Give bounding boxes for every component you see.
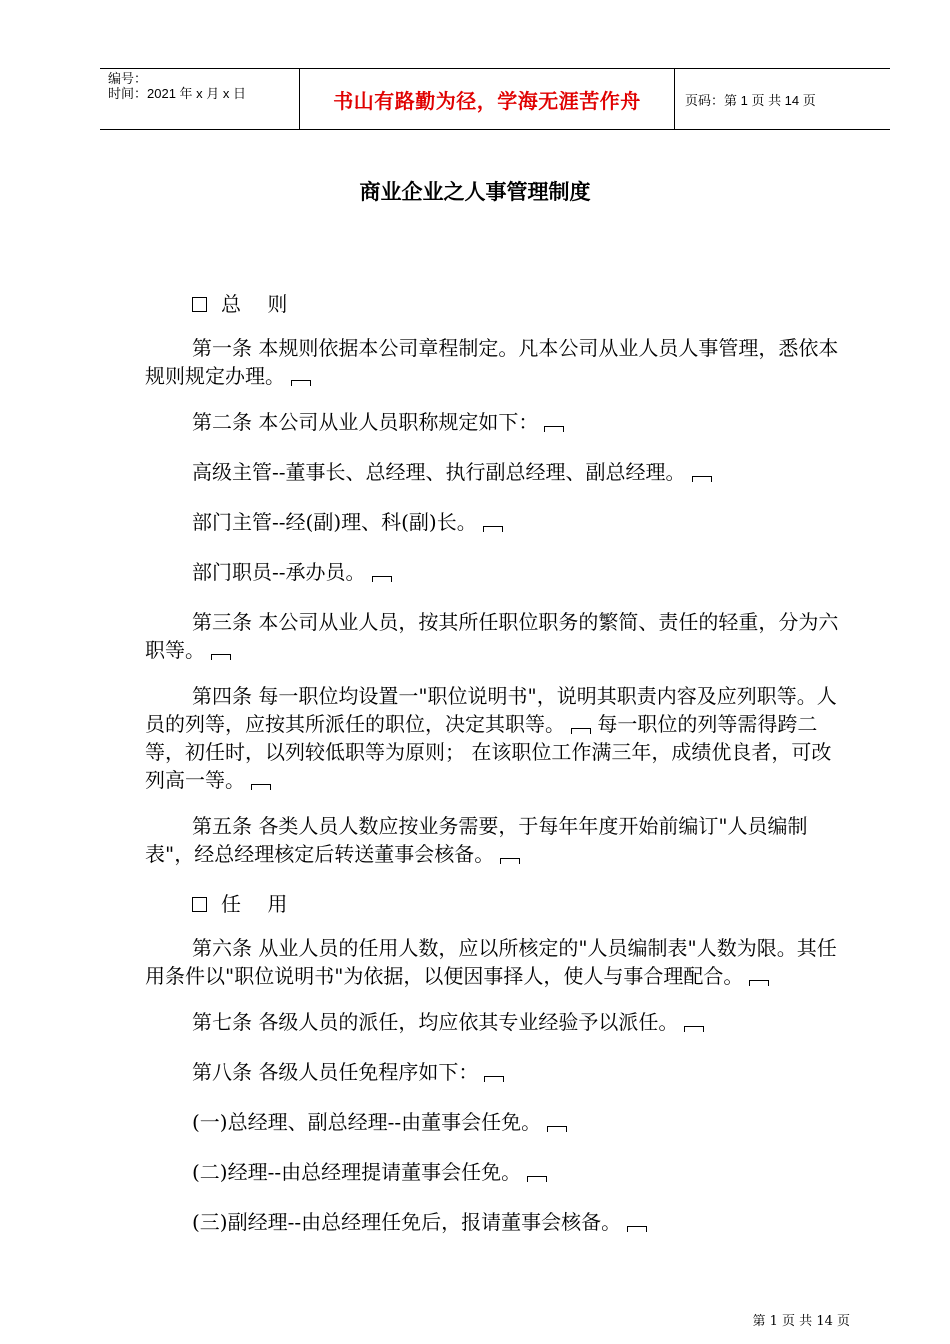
paragraph-text: 部门主管--经(副)理、科(副)长。 — [192, 510, 477, 534]
paragraph-text: 每一职位的列等需得跨二等，初任时，以列较低职等为原则； 在该职位工作满三年，成绩优良者，可改列高一等。 — [145, 712, 832, 792]
paragraph-mark-icon — [484, 1076, 504, 1082]
paragraph — [145, 812, 850, 868]
paragraph-text: 第三条 本公司从业人员，按其所任职位职务的繁简、责任的轻重，分为六职等。 — [145, 610, 839, 662]
paragraph-mark-icon — [527, 1176, 547, 1182]
paragraph-mark-icon — [211, 654, 231, 660]
paragraph-mark-icon — [571, 728, 591, 734]
paragraph-mark-icon — [372, 576, 392, 582]
paragraph-mark-icon — [692, 476, 712, 482]
document-body — [145, 290, 850, 1258]
checkbox-icon — [192, 297, 207, 312]
paragraph-text: 第五条 各类人员人数应按业务需要，于每年年度开始前编订"人员编制表"，经总经理核定后转送董事会核备。 — [145, 814, 808, 866]
paragraph-text: 部门职员--承办员。 — [192, 560, 366, 584]
paragraph-mark-icon — [684, 1026, 704, 1032]
paragraph-text: 高级主管--董事长、总经理、执行副总经理、副总经理。 — [192, 460, 686, 484]
paragraph-mark-icon — [749, 980, 769, 986]
paragraph — [145, 682, 850, 794]
document-date-label: 时间：2021 年 x 月 x 日 — [108, 86, 246, 101]
checkbox-icon — [192, 897, 207, 912]
paragraph-text: 第六条 从业人员的任用人数，应以所核定的"人员编制表"人数为限。其任用条件以"职位说明书"为依据，以便因事择人，使人与事合理配合。 — [145, 936, 837, 988]
paragraph-mark-icon — [291, 380, 311, 386]
section-heading-text: 总 则 — [221, 292, 298, 316]
paragraph-text: 第一条 本规则依据本公司章程制定。凡本公司从业人员人事管理，悉依本规则规定办理。 — [145, 336, 839, 388]
paragraph-mark-icon — [483, 526, 503, 532]
document-number-label: 编号： — [108, 71, 148, 86]
paragraph-text: (二)经理--由总经理提请董事会任免。 — [192, 1160, 522, 1184]
paragraph-text: 第八条 各级人员任免程序如下： — [192, 1060, 479, 1084]
header-page-number: 页码：第 1 页 共 14 页 — [685, 92, 816, 108]
paragraph — [145, 1108, 850, 1136]
paragraph-mark-icon — [544, 426, 564, 432]
paragraph — [145, 1008, 850, 1036]
paragraph — [145, 1158, 850, 1186]
paragraph — [145, 934, 850, 990]
paragraph-text: 第二条 本公司从业人员职称规定如下： — [192, 410, 539, 434]
paragraph-text: 第四条 每一职位均设置一"职位说明书"，说明其职责内容及应列职等。人员的列等，应按其所派任的职位，决定其职等。 — [145, 684, 837, 736]
paragraph — [145, 408, 850, 436]
paragraph — [145, 508, 850, 536]
paragraph — [145, 1208, 850, 1236]
paragraph-mark-icon — [547, 1126, 567, 1132]
section-heading-text: 任 用 — [221, 892, 298, 916]
paragraph — [145, 458, 850, 486]
paragraph-text: (三)副经理--由总经理任免后，报请董事会核备。 — [192, 1210, 622, 1234]
document-title: 商业企业之人事管理制度 — [359, 180, 591, 204]
paragraph-text: (一)总经理、副总经理--由董事会任免。 — [192, 1110, 542, 1134]
section-heading — [145, 290, 850, 318]
page-footer: 第 1 页 共 14 页 — [752, 1314, 850, 1329]
paragraph — [145, 558, 850, 586]
paragraph-mark-icon — [500, 858, 520, 864]
header-motto: 书山有路勤为径，学海无涯苦作舟 — [300, 69, 675, 129]
section-heading — [145, 890, 850, 918]
paragraph-mark-icon — [627, 1226, 647, 1232]
page-header — [100, 68, 890, 130]
paragraph — [145, 334, 850, 390]
paragraph-text: 第七条 各级人员的派任，均应依其专业经验予以派任。 — [192, 1010, 679, 1034]
paragraph — [145, 608, 850, 664]
header-meta — [100, 69, 300, 129]
paragraph-mark-icon — [251, 784, 271, 790]
paragraph — [145, 1058, 850, 1086]
